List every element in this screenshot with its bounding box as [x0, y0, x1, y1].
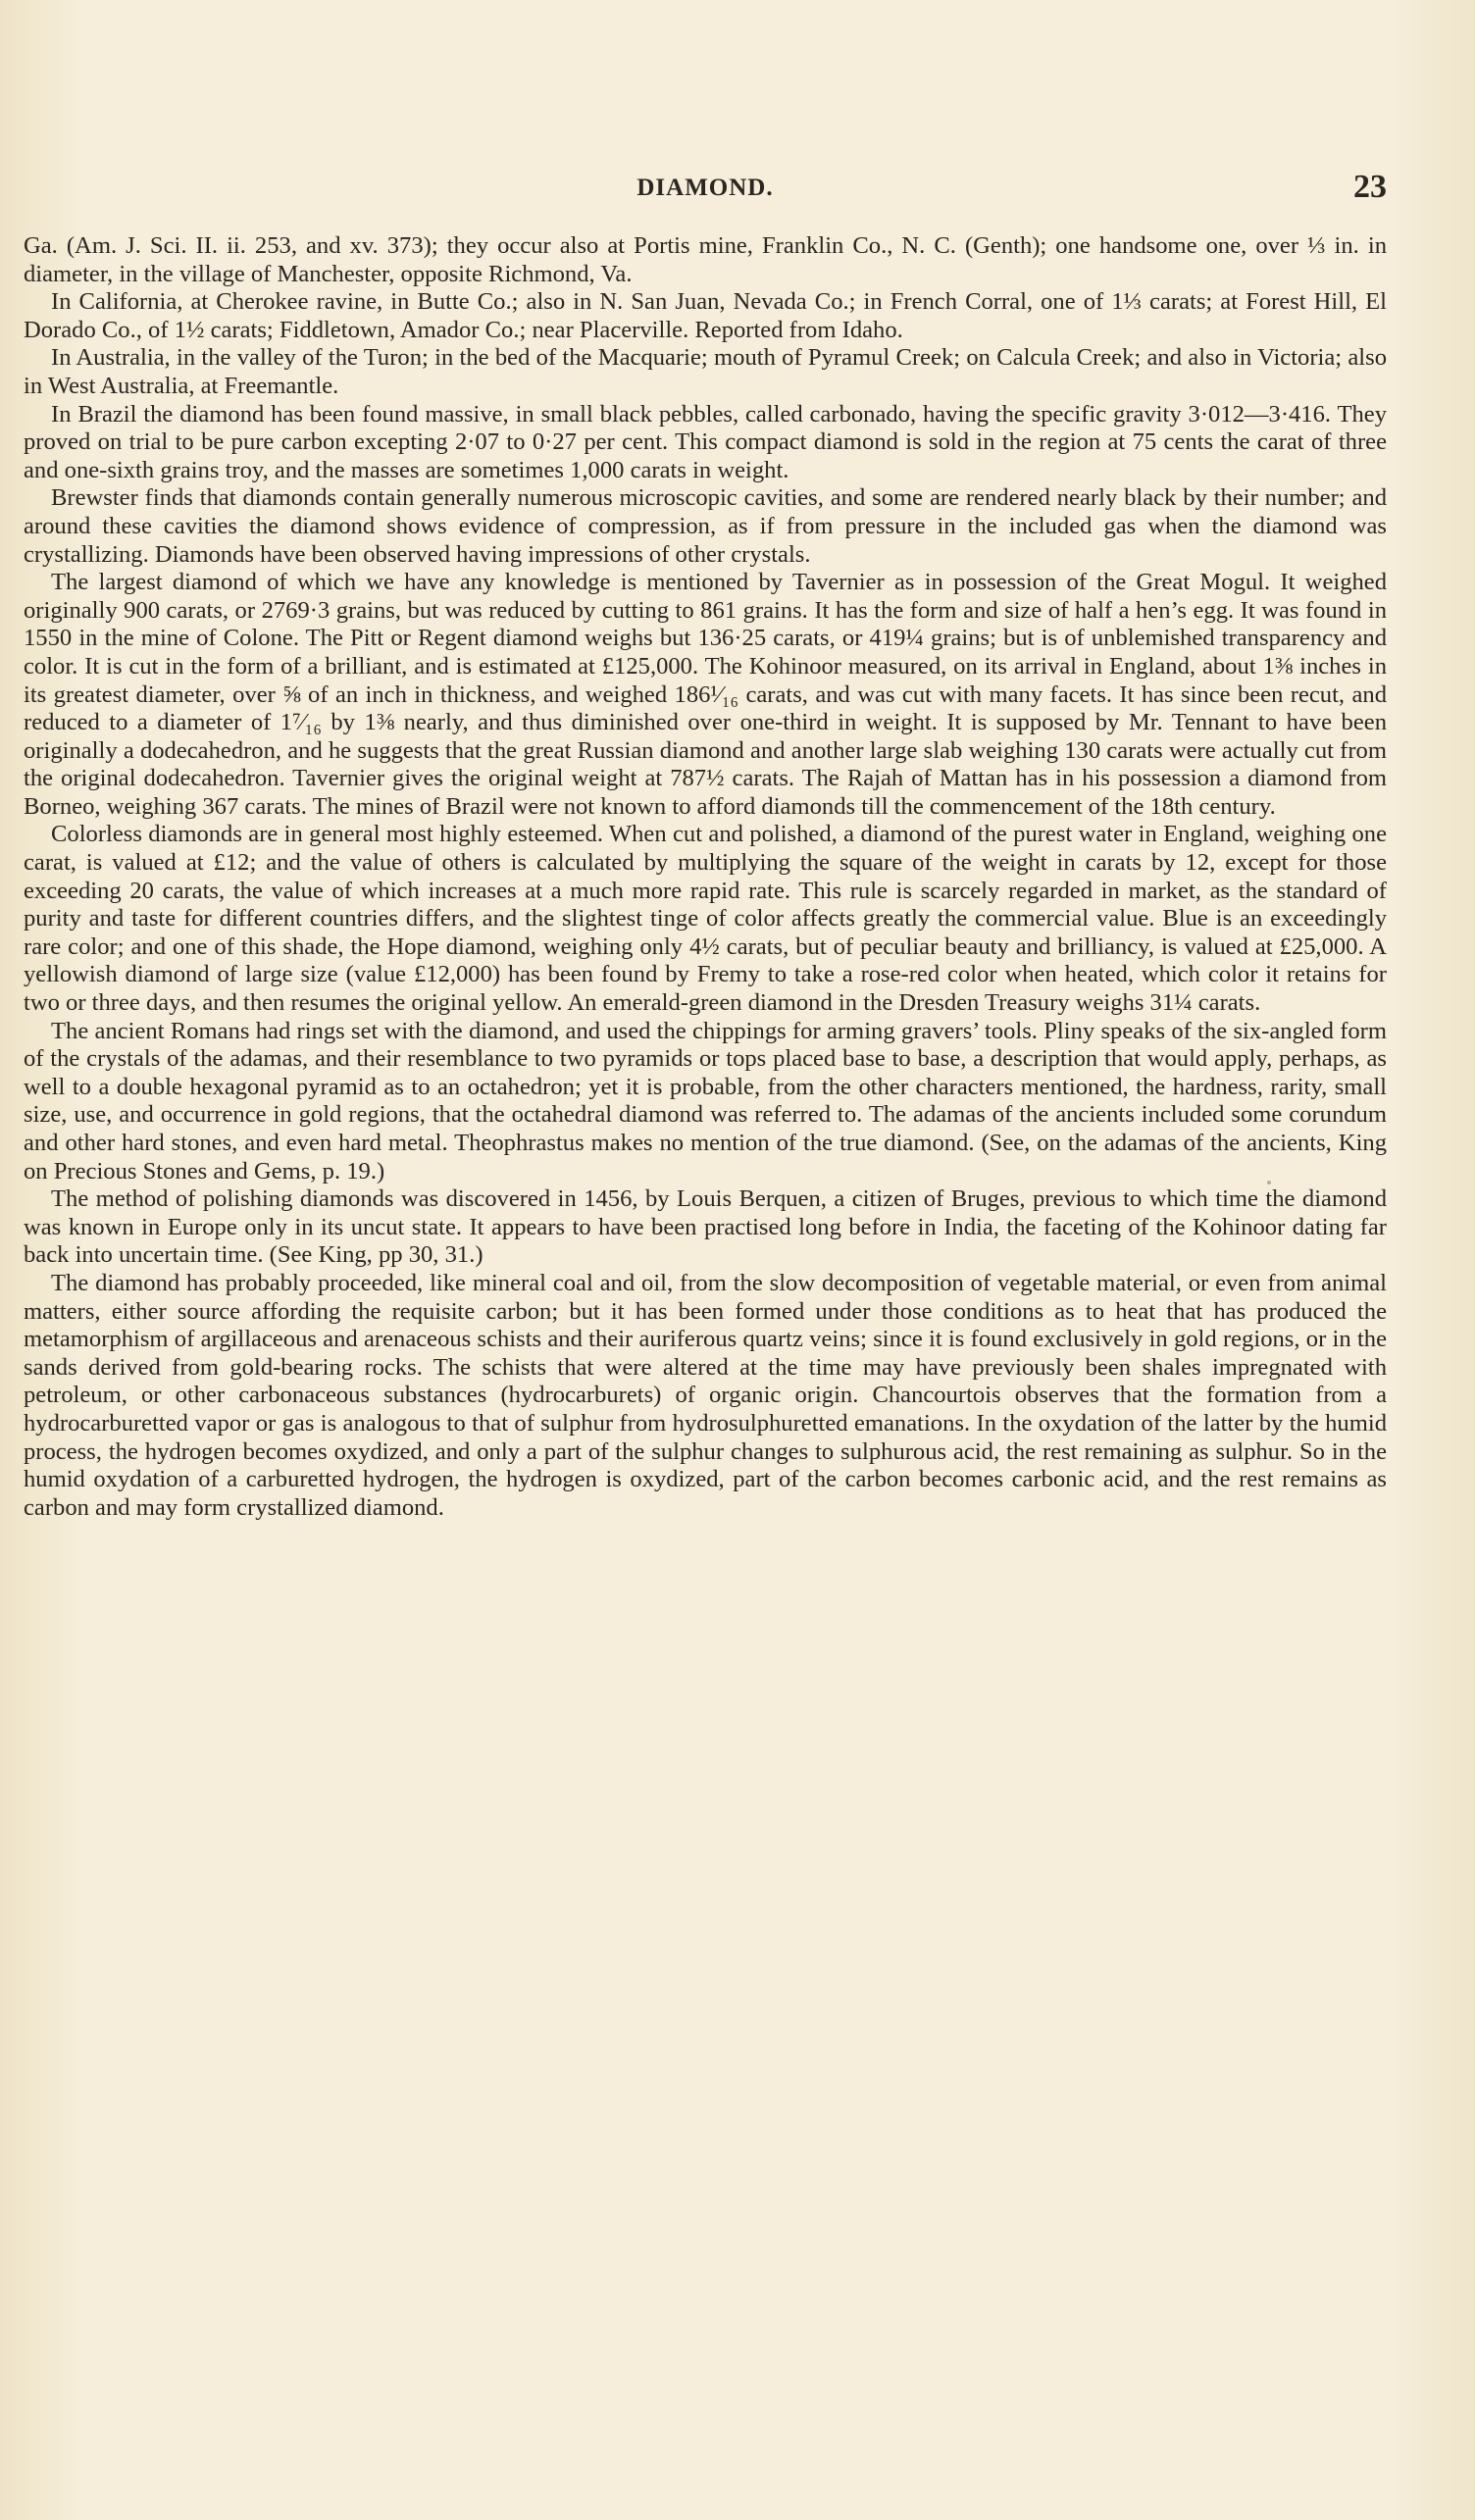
page-header: [24, 169, 1387, 208]
paragraph-brewster-cavities: Brewster finds that diamonds contain generally numerous microscopic cavities, and some are rendered nearly black by their number; and around these cavities the diamond shows evidence of compression, as if from pressure in the included gas when the diamond was crystallizing. Diamonds have been observed having impressions of other crystals.: [24, 484, 1387, 568]
paragraph-largest-diamonds: The largest diamond of which we have any knowledge is mentioned by Tavernier as in possession of the Great Mogul. It weighed originally 900 carats, or 2769·3 grains, but was reduced by cutting to 861 grains. It has the form and size of half a hen’s egg. It was found in 1550 in the mine of Colone. The Pitt or Regent diamond weighs but 136·25 carats, or 419¼ grains; but is of unblemished transparency and color. It is cut in the form of a brilliant, and is estimated at £125,000. The Kohinoor measured, on its arrival in England, about 1⅜ inches in its greatest diameter, over ⅝ of an inch in thickness, and weighed 186¹⁄₁₆ carats, and was cut with many facets. It has since been recut, and reduced to a diameter of 1⁷⁄₁₆ by 1⅜ nearly, and thus diminished over one-third in weight. It is supposed by Mr. Tennant to have been originally a dodecahedron, and he suggests that the great Russian diamond and another large slab weighing 130 carats were actually cut from the original dodecahedron. Tavernier gives the original weight at 787½ carats. The Rajah of Mattan has in his possession a diamond from Borneo, weighing 367 carats. The mines of Brazil were not known to afford diamonds till the commencement of the 18th century.: [24, 569, 1387, 820]
page-number: 23: [1353, 169, 1387, 205]
ink-speck: [1267, 1181, 1271, 1184]
paragraph-diamond-origin: The diamond has probably proceeded, like mineral coal and oil, from the slow decomposition of vegetable material, or even from animal matters, either source affording the requisite carbon; but it has been formed under those conditions as to heat that has produced the metamorphism of argillaceous and arenaceous schists and their auriferous quartz veins; since it is found exclusively in gold regions, or in the sands derived from gold-bearing rocks. The schists that were altered at the time may have previously been shales impregnated with petroleum, or other carbonaceous substances (hydrocarburets) of organic origin. Chancourtois observes that the formation from a hydrocarburetted vapor or gas is analogous to that of sulphur from hydrosulphuretted emanations. In the oxydation of the latter by the humid process, the hydrogen becomes oxydized, and only a part of the sulphur changes to sulphurous acid, the rest remaining as sulphur. So in the humid oxydation of a carburetted hydrogen, the hydrogen is oxydized, part of the carbon becomes carbonic acid, and the rest remains as carbon and may form crystallized diamond.: [24, 1269, 1387, 1521]
paragraph-colorless-value: Colorless diamonds are in general most highly esteemed. When cut and polished, a diamond of the purest water in England, weighing one carat, is valued at £12; and the value of others is calculated by multiplying the square of the weight in carats by 12, except for those exceeding 20 carats, the value of which increases at a much more rapid rate. This rule is scarcely regarded in market, as the standard of purity and taste for different countries differs, and the slightest tinge of color affects greatly the commercial value. Blue is an exceedingly rare color; and one of this shade, the Hope diamond, weighing only 4½ carats, but of peculiar beauty and brilliancy, is valued at £25,000. A yellowish diamond of large size (value £12,000) has been found by Fremy to take a rose-red color when heated, which color it retains for two or three days, and then resumes the original yellow. An emerald-green diamond in the Dresden Treasury weighs 31¼ carats.: [24, 821, 1387, 1017]
running-head: DIAMOND.: [636, 175, 774, 201]
paragraph-polishing-method: The method of polishing diamonds was discovered in 1456, by Louis Berquen, a citizen of Bruges, previous to which time the diamond was known in Europe only in its uncut state. It appears to have been practised long before in India, the faceting of the Kohinoor dating far back into uncertain time. (See King, pp 30, 31.): [24, 1185, 1387, 1269]
paragraph-brazil-carbonado: In Brazil the diamond has been found massive, in small black pebbles, called carbonado, having the specific gravity 3·012—3·416. They proved on trial to be pure carbon excepting 2·07 to 0·27 per cent. This compact diamond is sold in the region at 75 cents the carat of three and one-sixth grains troy, and the masses are sometimes 1,000 carats in weight.: [24, 400, 1387, 483]
paragraph-australia-localities: In Australia, in the valley of the Turon; in the bed of the Macquarie; mouth of Pyramul Creek; on Calcula Creek; and also in Victoria; also in West Australia, at Freemantle.: [24, 344, 1387, 399]
body-text: [24, 232, 1387, 1522]
paragraph-georgia-localities: Ga. (Am. J. Sci. II. ii. 253, and xv. 373); they occur also at Portis mine, Franklin Co., N. C. (Genth); one handsome one, over ⅓ in. in diameter, in the village of Manchester, opposite Richmond, Va.: [24, 232, 1387, 287]
paragraph-california-localities: In California, at Cherokee ravine, in Butte Co.; also in N. San Juan, Nevada Co.; in French Corral, one of 1⅓ carats; at Forest Hill, El Dorado Co., of 1½ carats; Fiddletown, Amador Co.; near Placerville. Reported from Idaho.: [24, 288, 1387, 343]
paragraph-ancient-romans: The ancient Romans had rings set with the diamond, and used the chippings for arming gravers’ tools. Pliny speaks of the six-angled form of the crystals of the adamas, and their resemblance to two pyramids or tops placed base to base, a description that would apply, perhaps, as well to a double hexagonal pyramid as to an octahedron; yet it is probable, from the other characters mentioned, the hardness, rarity, small size, use, and occurrence in gold regions, that the octahedral diamond was referred to. The adamas of the ancients included some corundum and other hard stones, and even hard metal. Theophrastus makes no mention of the true diamond. (See, on the adamas of the ancients, King on Precious Stones and Gems, p. 19.): [24, 1017, 1387, 1184]
